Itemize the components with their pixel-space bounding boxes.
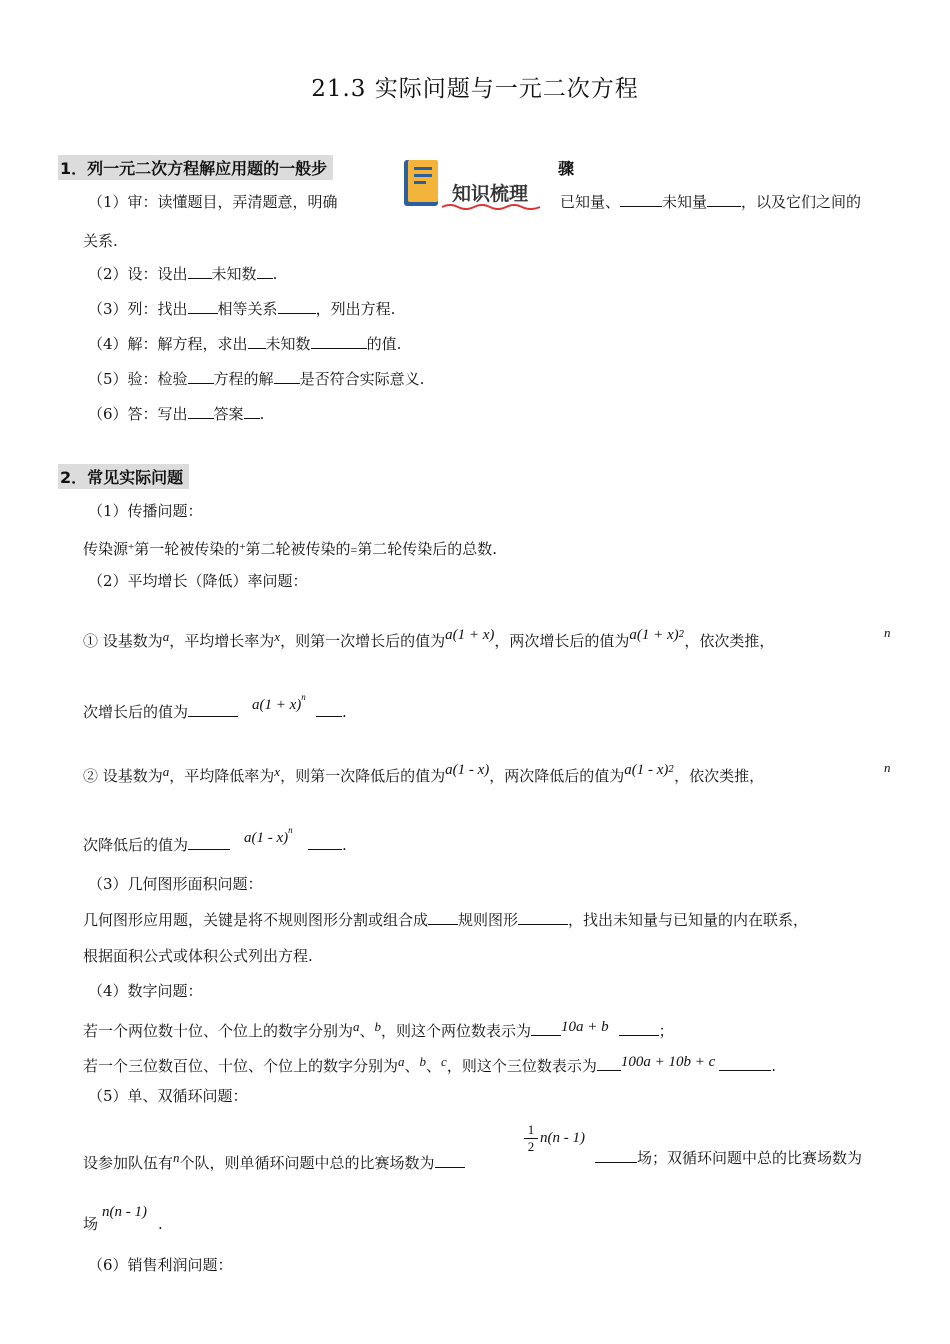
step-1-line-end: 关系.: [83, 232, 118, 250]
loop-line-1: 设参加队伍有n个队，则单循环问题中总的比赛场数为: [83, 1148, 465, 1173]
loop-line-2: 场: [83, 1215, 99, 1233]
loop-line-1b: 场；双循环问题中总的比赛场数为: [595, 1148, 862, 1168]
growth-expr-n: $a(1 + x)^n$: [252, 692, 306, 713]
growth-var-n: n: [884, 625, 891, 640]
step-2-line: （2）设：设出 未知数 .: [88, 265, 278, 283]
number-title: （4）数字问题：: [88, 982, 203, 1000]
badge-label: 知识梳理: [452, 183, 529, 205]
growth-line-1c: .: [316, 702, 347, 722]
section-1-heading-tail: 骤: [556, 155, 580, 180]
step-1-line: （1）审：读懂题目，弄清题意，明确: [88, 193, 338, 211]
loop-line-2-end: .: [158, 1215, 163, 1233]
loop-expr-1: n(n - 1): [540, 1130, 585, 1146]
number-line-1: 若一个两位数十位、个位上的数字分别为a、b，则这个两位数表示为 10a + b ；: [83, 1019, 674, 1040]
section-2-heading: 2．常见实际问题: [58, 464, 189, 489]
step-3-line: （3）列：找出 相等关系 ，列出方程.: [88, 300, 396, 318]
sales-title: （6）销售利润问题：: [88, 1256, 233, 1274]
geometry-title: （3）几何图形面积问题：: [88, 875, 263, 893]
loop-expr-2: n(n - 1): [102, 1204, 147, 1220]
geometry-line-2: 根据面积公式或体积公式列出方程.: [83, 947, 313, 965]
growth-line-1: ① 设基数为a，平均增长率为x，则第一次增长后的值为a(1 + x)，两次增长后的值为$a(1 + x)^2$，依次类推，: [83, 627, 775, 650]
spread-line: 传染源+第一轮被传染的+第二轮被传染的=第二轮传染后的总数.: [83, 540, 498, 558]
geometry-line-1: 几何图形应用题，关键是将不规则图形分割或组合成 规则图形 ，找出未知量与已知量的内在联系，: [83, 911, 809, 929]
growth-line-1b: 次增长后的值为: [83, 702, 238, 722]
loop-fraction: 1 2: [524, 1122, 538, 1155]
step-6-line: （6）答：写出 答案 .: [88, 405, 265, 423]
number-line-2: 若一个三位数百位、十位、个位上的数字分别为a、b、c，则这个三位数表示为 100a + 10b + c .: [83, 1054, 777, 1075]
knowledge-badge: [402, 157, 546, 217]
loop-title: （5）单、双循环问题：: [88, 1087, 248, 1105]
growth-title: （2）平均增长（降低）率问题：: [88, 572, 308, 590]
decline-expr-n: a(1 - x)$^n$: [244, 825, 293, 846]
step-4-line: （4）解：解方程，求出 未知数 的值.: [88, 335, 402, 353]
spread-title: （1）传播问题：: [88, 502, 203, 520]
section-1-heading: 1．列一元二次方程解应用题的一般步: [58, 155, 333, 180]
step-5-line: （5）验：检验 方程的解 是否符合实际意义.: [88, 370, 425, 388]
page-title: 21.3 实际问题与一元二次方程: [311, 76, 639, 102]
decline-line-1c: .: [308, 835, 347, 855]
decline-line-1: ② 设基数为a，平均降低率为x，则第一次降低后的值为a(1 - x)，两次降低后的值为a(1 - x)$^2$，依次类推，: [83, 762, 765, 785]
decline-var-n: n: [884, 760, 891, 775]
step-1-line-cont: 已知量、 未知量 ，以及它们之间的: [560, 193, 862, 211]
decline-line-1b: 次降低后的值为: [83, 835, 230, 855]
